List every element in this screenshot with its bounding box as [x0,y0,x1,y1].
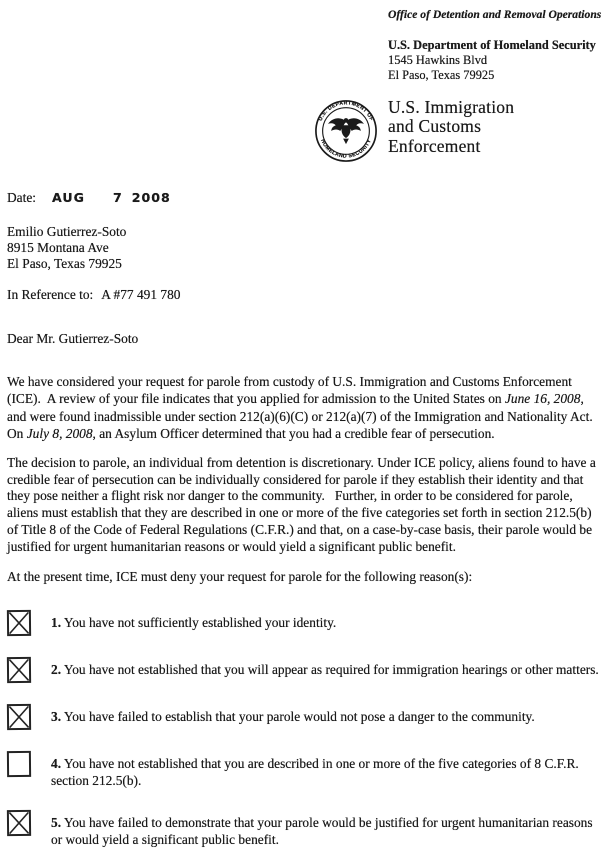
x-mark-icon [9,812,29,834]
letter-body [7,190,604,848]
reason-4-checkbox [7,751,31,777]
reason-5-checkbox [7,810,31,836]
date-stamp-day: 7 [112,190,123,205]
reason-number: 3. [51,708,62,724]
eagle-glyph [328,118,364,144]
date-line [7,190,604,206]
reason-text: 5. You have failed to demonstrate that your parole would be justified for urgent humanitarian reasons or would yield a significant public benefit. [51,814,596,847]
recipient-address-line1: 8915 Montana Ave [7,240,109,255]
paragraph-1-italic-date: July 8, 2008 [26,426,93,442]
letterhead-right-block [388,8,606,83]
reason-text: 1. You have not sufficiently established your identity. [51,614,337,630]
reason-2-checkbox [7,657,31,683]
agency-wordmark-line2: and Customs [388,116,482,137]
agency-logo-row [314,96,514,163]
reference-number: A #77 491 780 [101,287,181,302]
reason-3-checkbox [7,704,31,730]
reason-row-3 [7,704,604,730]
agency-wordmark-line3: Enforcement [388,135,481,156]
reason-number: 2. [51,661,62,677]
department-address-line1: 1545 Hawkins Blvd [388,52,488,67]
paragraph-2: The decision to parole, an individual from detention is discretionary. Under ICE policy, aliens found to have a credible fear of persecution can be individually considered for parole if they establish their identity and that they pose neither a flight risk nor danger to the community. Further, in order to be considered for parole, aliens must establish that they are described in one or more of the five categories set forth in section 212.5(b) of Title 8 of the Code of Federal Regulations (C.F.R.) and that, on a case-by-case basis, their parole would be justified for urgent humanitarian reasons or would yield a significant public benefit. [7,454,600,555]
agency-wordmark-line1: U.S. Immigration [388,97,515,117]
paragraph-1-italic-date: June 16, 2008 [504,391,581,407]
x-mark-icon [9,612,29,634]
salutation: Dear Mr. Gutierrez-Soto [7,331,139,346]
reason-text: 3. You have failed to establish that your parole would not pose a danger to the community. [51,708,535,724]
date-label: Date: [7,190,36,205]
reason-number: 4. [51,755,62,771]
svg-text:HOMELAND SECURITY: HOMELAND SECURITY [319,138,373,160]
recipient-name: Emilio Gutierrez-Soto [7,224,127,239]
svg-text:U.S. DEPARTMENT OF: U.S. DEPARTMENT OF [317,100,375,123]
paragraph-1 [7,373,604,443]
reference-label: In Reference to: [7,287,94,302]
recipient-address-line2: El Paso, Texas 79925 [7,256,122,271]
recipient-address-block [7,224,604,272]
x-mark-icon [9,659,29,681]
reason-row-1 [7,610,604,636]
reason-number: 1. [51,614,62,630]
date-stamp-month: AUG [52,190,85,205]
department-name: U.S. Department of Homeland Security [388,38,596,52]
reasons-intro: At the present time, ICE must deny your request for parole for the following reason(s): [7,569,473,585]
reasons-list [7,610,604,848]
paragraph-1-segment: We have considered your request for parole from custody of U.S. Immigration and Customs Enforcement (ICE). A review of your file indicates that you applied for admission to the United States on [7,374,576,407]
reason-text: 4. You have not established that you are described in one or more of the five categories of 8 C.F.R. section 212.5(b). [51,755,583,788]
dhs-seal-icon [314,99,378,163]
reason-row-4 [7,751,604,789]
reason-row-2 [7,657,604,683]
paragraph-1-segment: , and were found inadmissible under section 212(a)(6)(C) or 212(a)(7) of the Immigration and Nationality Act. On [7,391,600,442]
office-line: Office of Detention and Removal Operations [388,8,602,21]
agency-wordmark [388,98,514,156]
department-address-line2: El Paso, Texas 79925 [388,67,495,82]
date-stamp-year: 2008 [131,190,171,205]
reference-line [7,287,604,303]
reason-row-5 [7,810,604,848]
department-address-block [388,38,606,83]
reason-number: 5. [51,814,62,830]
reason-1-checkbox [7,610,31,636]
x-mark-icon [9,706,29,728]
paragraph-1-segment: , an Asylum Officer determined that you had a credible fear of persecution. [92,426,495,442]
reason-text: 2. You have not established that you will appear as required for immigration hearings or other matters. [51,661,599,677]
